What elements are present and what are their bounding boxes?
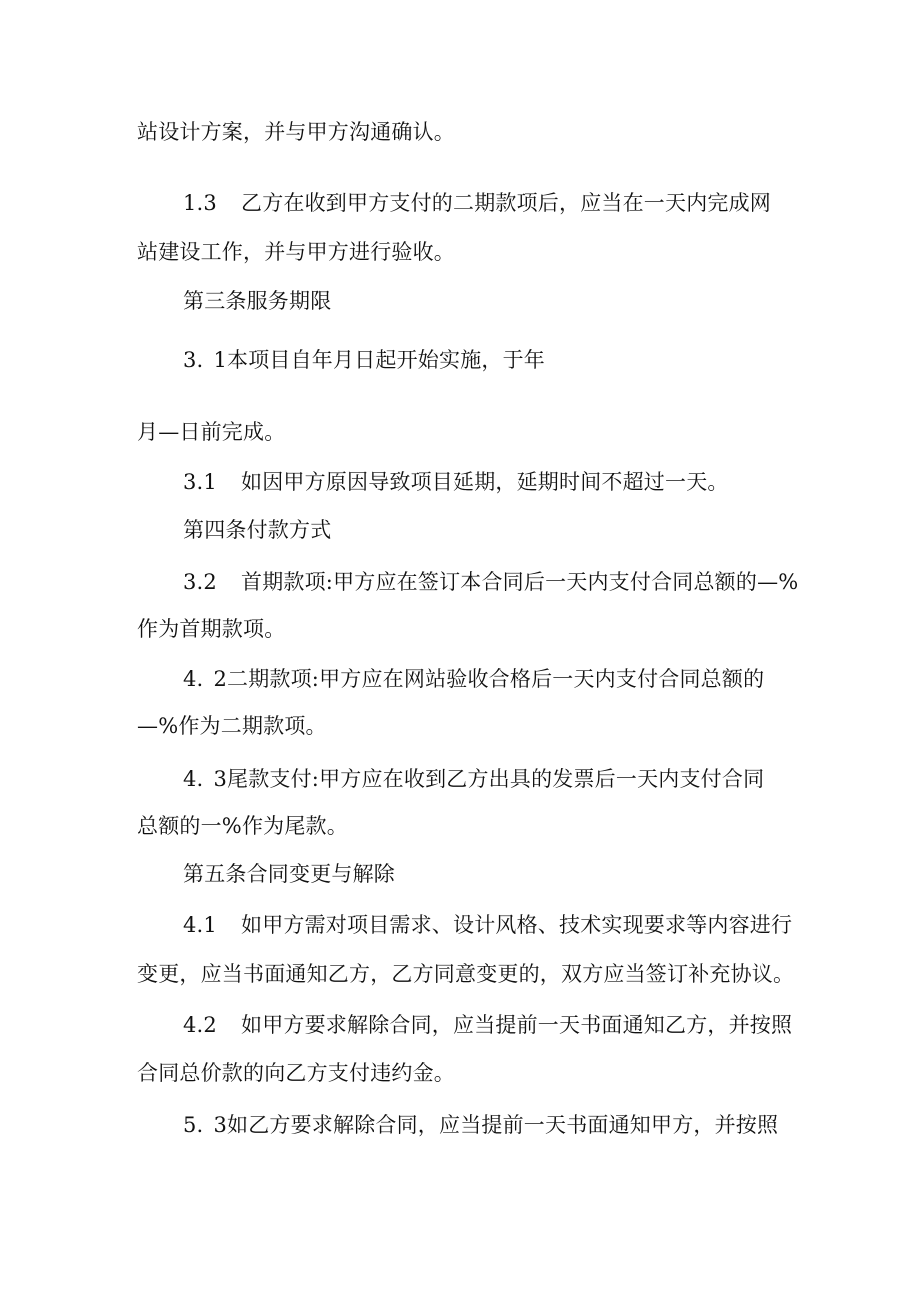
- clause-number: 3.1: [183, 470, 217, 494]
- paragraph-line: [137, 118, 455, 146]
- clause-text: 3尾款支付:甲方应在收到乙方出具的发票后一天内支付合同: [213, 767, 765, 791]
- clause-4-1-line: [183, 911, 792, 939]
- line-text: 合同总价款的向乙方支付违约金。: [137, 1061, 455, 1085]
- clause-text: 如因甲方原因导致项目延期，延期时间不超过一天。: [241, 470, 729, 494]
- section-heading-3: [183, 287, 331, 315]
- clause-number: 3.: [183, 348, 204, 372]
- heading-text: 第三条服务期限: [183, 289, 332, 313]
- clause-number: 1.3: [183, 191, 217, 215]
- paragraph-line: [137, 418, 285, 446]
- line-text: 作为首期款项。: [137, 617, 286, 641]
- paragraph-line: [137, 812, 348, 840]
- clause-4-3-line: [183, 765, 764, 793]
- clause-text: 乙方在收到甲方支付的二期款项后，应当在一天内完成网: [241, 191, 771, 215]
- line-text: 变更，应当书面通知乙方，乙方同意变更的，双方应当签订补充协议。: [137, 962, 795, 986]
- paragraph-line: [137, 712, 327, 740]
- clause-number: 5.: [183, 1113, 204, 1137]
- heading-text: 第四条付款方式: [183, 518, 332, 542]
- clause-number: 4.1: [183, 913, 217, 937]
- line-text: 站建设工作，并与甲方进行验收。: [137, 240, 455, 264]
- paragraph-line: [137, 960, 794, 988]
- paragraph-line: [137, 1059, 455, 1087]
- line-text: 站设计方案，并与甲方沟通确认。: [137, 120, 455, 144]
- line-text: 总额的一%作为尾款。: [137, 814, 348, 838]
- clause-3-1b-line: [183, 468, 729, 496]
- clause-1-3-line: [183, 189, 771, 217]
- clause-text: 如甲方需对项目需求、设计风格、技术实现要求等内容进行: [241, 913, 793, 937]
- clause-text: 如甲方要求解除合同，应当提前一天书面通知乙方，并按照: [241, 1013, 793, 1037]
- paragraph-line: [137, 615, 285, 643]
- clause-text: 3如乙方要求解除合同，应当提前一天书面通知甲方，并按照: [213, 1113, 779, 1137]
- clause-number: 4.2: [183, 1013, 217, 1037]
- clause-5-3-line: [183, 1111, 778, 1139]
- clause-text: 首期款项:甲方应在签订本合同后一天内支付合同总额的—%: [241, 570, 799, 594]
- section-heading-5: [183, 860, 395, 888]
- clause-number: 4.: [183, 667, 204, 691]
- clause-4-2-line: [183, 665, 764, 693]
- clause-3-1-line: [183, 346, 545, 374]
- clause-3-2-line: [183, 568, 798, 596]
- section-heading-4: [183, 516, 331, 544]
- clause-4-2b-line: [183, 1011, 792, 1039]
- paragraph-line: [137, 238, 455, 266]
- line-text: —%作为二期款项。: [137, 714, 327, 738]
- clause-text: 1本项目自年月日起开始实施，于年: [213, 348, 545, 372]
- heading-text: 第五条合同变更与解除: [183, 862, 395, 886]
- clause-number: 3.2: [183, 570, 217, 594]
- clause-number: 4.: [183, 767, 204, 791]
- line-text: 月—日前完成。: [137, 420, 286, 444]
- clause-text: 2二期款项:甲方应在网站验收合格后一天内支付合同总额的: [213, 667, 765, 691]
